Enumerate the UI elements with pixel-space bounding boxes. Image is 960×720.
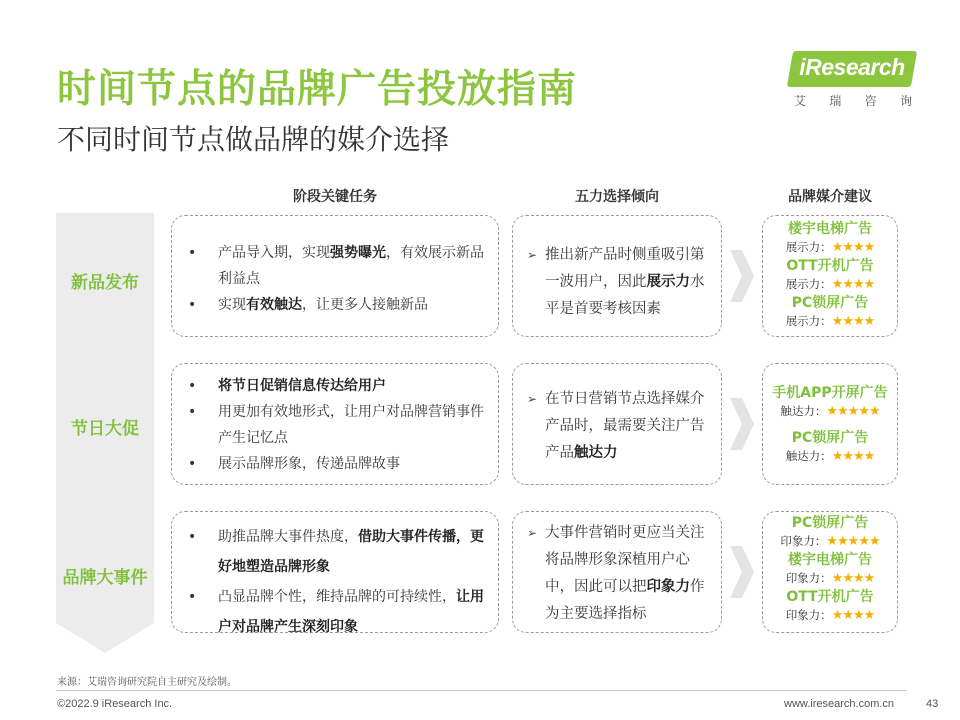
body-text: 实现	[218, 297, 246, 313]
rec-rating: 展示力：★★★★	[785, 240, 875, 255]
rec-box-brand-event	[762, 511, 898, 633]
body-text: 大事件营销时更应当关注将品牌形象深植用户心中，因此可以把	[545, 525, 705, 595]
rec-box-new-product	[762, 215, 898, 337]
task-item: • 产品导入期，实现强势曝光，有效展示新品利益点	[188, 245, 484, 287]
arrow-icon: ➢	[527, 248, 538, 262]
rec-rating: 印象力：★★★★★	[780, 534, 880, 549]
emphasis-text: 展示力	[646, 274, 690, 290]
rec-media-name: 楼宇电梯广告	[788, 552, 872, 568]
footer-divider	[56, 690, 907, 691]
emphasis-text: 触达力	[574, 445, 618, 461]
emphasis-text: 将节日促销信息传达给用户	[218, 378, 386, 394]
star-icon: ★★★★★	[826, 534, 880, 549]
star-icon: ★★★★	[831, 571, 875, 586]
arrow-icon: ➢	[527, 392, 538, 406]
body-text: 展示品牌形象，传递品牌故事	[218, 456, 400, 472]
body-text: 推出新产品时侧重吸引第一波用户，因此	[545, 247, 705, 290]
rec-media-name: PC锁屏广告	[791, 295, 869, 311]
iresearch-logo	[780, 44, 925, 114]
task-item: • 将节日促销信息传达给用户	[188, 378, 386, 394]
emphasis-text: 借助大事件传播，更好地塑造品牌形象	[218, 529, 484, 575]
body-text: 作为主要选择指标	[545, 579, 705, 622]
rec-rating: 印象力：★★★★	[785, 608, 875, 623]
body-text: 凸显品牌个性，维持品牌的可持续性，	[218, 589, 456, 605]
star-icon: ★★★★★	[826, 404, 880, 419]
copyright: ©2022.9 iResearch Inc.	[57, 698, 173, 710]
body-text: 在节日营销节点选择媒介产品时，最需要关注广告产品	[545, 391, 705, 461]
chevron-right-icon	[728, 544, 756, 600]
task-item: • 实现有效触达，让更多人接触新品	[188, 297, 428, 313]
rec-media-name: OTT开机广告	[786, 258, 874, 274]
logo-brand-text: iResearch	[799, 54, 905, 80]
stage-label-festival: 节日大促	[71, 419, 139, 439]
star-icon: ★★★★	[831, 449, 875, 464]
bias-box-festival	[512, 363, 722, 485]
task-item: • 凸显品牌个性，维持品牌的可持续性，让用户对品牌产生深刻印象	[188, 589, 484, 635]
emphasis-text: 让用户对品牌产生深刻印象	[218, 589, 484, 635]
body-text: 产品导入期，实现	[218, 245, 330, 261]
website-link[interactable]: www.iresearch.com.cn	[784, 698, 895, 710]
body-text: ，让更多人接触新品	[302, 297, 428, 313]
source-note: 来源：艾瑞咨询研究院自主研究及绘制。	[57, 677, 237, 688]
star-icon: ★★★★	[831, 608, 875, 623]
rec-rating: 触达力：★★★★★	[780, 404, 880, 419]
rec-box-festival	[762, 363, 898, 485]
body-text: 水平是首要考核因素	[545, 274, 705, 317]
logo-cn-text: 艾 瑞 咨 询	[794, 94, 912, 108]
task-box-new-product	[171, 215, 499, 337]
body-text: ，有效展示新品利益点	[218, 245, 484, 287]
star-icon: ★★★★	[831, 277, 875, 292]
emphasis-text: 印象力	[646, 579, 690, 595]
star-icon: ★★★★	[831, 314, 875, 329]
arrow-icon: ➢	[527, 526, 538, 540]
bias-box-new-product	[512, 215, 722, 337]
task-box-brand-event	[171, 511, 499, 633]
rec-rating: 展示力：★★★★	[785, 277, 875, 292]
column-header-rec: 品牌媒介建议	[788, 189, 872, 205]
column-header-task: 阶段关键任务	[293, 189, 377, 205]
body-text: 用更加有效地形式，让用户对品牌营销事件产生记忆点	[218, 404, 484, 446]
column-header-bias: 五力选择倾向	[575, 189, 659, 205]
page-title: 时间节点的品牌广告投放指南	[57, 67, 578, 112]
rec-media-name: OTT开机广告	[786, 589, 874, 605]
task-item: • 用更加有效地形式，让用户对品牌营销事件产生记忆点	[188, 404, 484, 446]
task-item: • 助推品牌大事件热度，借助大事件传播，更好地塑造品牌形象	[188, 529, 484, 575]
chevron-right-icon	[728, 248, 756, 304]
stage-label-brand-event: 品牌大事件	[62, 568, 148, 588]
task-box-festival	[171, 363, 499, 485]
rec-media-name: 楼宇电梯广告	[788, 221, 872, 237]
star-icon: ★★★★	[831, 240, 875, 255]
rec-rating: 印象力：★★★★	[785, 571, 875, 586]
rec-media-name: PC锁屏广告	[791, 430, 869, 446]
emphasis-text: 有效触达	[246, 297, 302, 313]
page-subtitle: 不同时间节点做品牌的媒介选择	[57, 123, 450, 156]
page-number: 43	[926, 698, 939, 710]
rec-media-name: PC锁屏广告	[791, 515, 869, 531]
rec-media-name: 手机APP开屏广告	[772, 385, 888, 401]
task-item: • 展示品牌形象，传递品牌故事	[188, 456, 400, 472]
emphasis-text: 强势曝光	[330, 245, 386, 261]
bias-box-brand-event	[512, 511, 722, 633]
chevron-right-icon	[728, 396, 756, 452]
rec-rating: 展示力：★★★★	[785, 314, 875, 329]
body-text: 助推品牌大事件热度，	[218, 529, 358, 545]
stage-label-new-product: 新品发布	[71, 273, 139, 293]
rec-rating: 触达力：★★★★	[785, 449, 875, 464]
